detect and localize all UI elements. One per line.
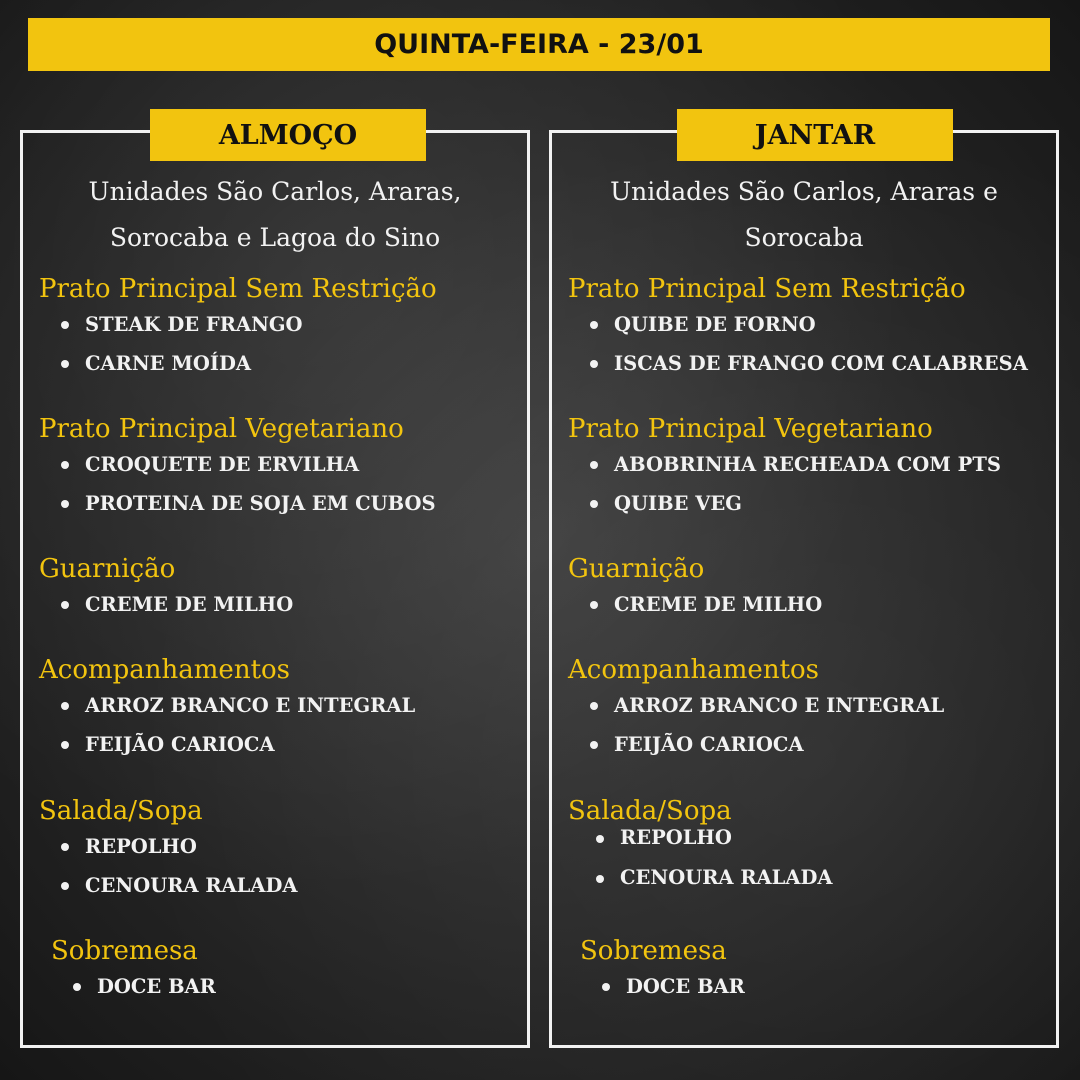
menu-item: CROQUETE DE ERVILHA (39, 445, 523, 484)
dinner-section-dessert (580, 935, 1052, 1006)
menu-item: ISCAS DE FRANGO COM CALABRESA (568, 344, 1052, 383)
dinner-section-sides (568, 654, 1052, 764)
section-title: Prato Principal Vegetariano (568, 414, 933, 444)
dinner-section-garnish (568, 553, 1052, 624)
lunch-units-line-2: Sorocaba e Lagoa do Sino (109, 223, 441, 252)
section-title: Prato Principal Sem Restrição (568, 274, 966, 304)
dinner-panel (549, 119, 1059, 1048)
section-title: Acompanhamentos (39, 655, 291, 685)
day-title: QUINTA-FEIRA - 23/01 (374, 29, 704, 60)
menu-item: CENOURA RALADA (39, 866, 523, 905)
menu-item: FEIJÃO CARIOCA (39, 725, 523, 764)
dinner-section-veg (568, 413, 1052, 523)
lunch-label: ALMOÇO (150, 109, 426, 161)
lunch-section-veg (39, 413, 523, 523)
menu-item: ARROZ BRANCO E INTEGRAL (568, 686, 1052, 725)
lunch-panel (20, 119, 530, 1048)
menu-item: ABOBRINHA RECHEADA COM PTS (568, 445, 1052, 484)
lunch-section-garnish (39, 553, 523, 624)
menu-item: CREME DE MILHO (568, 585, 1052, 624)
menu-item: CENOURA RALADA (574, 859, 1052, 897)
dinner-section-main (568, 273, 1052, 383)
dinner-units-line-1: Unidades São Carlos, Araras e (610, 177, 998, 206)
lunch-units (33, 169, 517, 261)
lunch-units-line-1: Unidades São Carlos, Araras, (88, 177, 462, 206)
lunch-section-main (39, 273, 523, 383)
lunch-section-sides (39, 654, 523, 764)
menu-item: FEIJÃO CARIOCA (568, 725, 1052, 764)
menu-item: QUIBE DE FORNO (568, 305, 1052, 344)
menu-item: QUIBE VEG (568, 484, 1052, 523)
menu-item: ARROZ BRANCO E INTEGRAL (39, 686, 523, 725)
menu-item: STEAK DE FRANGO (39, 305, 523, 344)
menu-item: CARNE MOÍDA (39, 344, 523, 383)
section-title: Salada/Sopa (568, 796, 732, 826)
dinner-label: JANTAR (677, 109, 953, 161)
dinner-units-line-2: Sorocaba (744, 223, 864, 252)
menu-item: REPOLHO (574, 819, 1052, 857)
section-title: Prato Principal Sem Restrição (39, 274, 437, 304)
section-title: Guarnição (39, 554, 176, 584)
section-title: Prato Principal Vegetariano (39, 414, 404, 444)
day-title-banner (28, 18, 1050, 71)
dinner-units (562, 169, 1046, 261)
menu-item: REPOLHO (39, 827, 523, 866)
menu-item: DOCE BAR (51, 967, 523, 1006)
menu-item: DOCE BAR (580, 967, 1052, 1006)
section-title: Guarnição (568, 554, 705, 584)
section-title: Sobremesa (51, 936, 198, 966)
dinner-section-salad (568, 795, 1052, 897)
lunch-section-dessert (51, 935, 523, 1006)
menu-item: PROTEINA DE SOJA EM CUBOS (39, 484, 523, 523)
section-title: Sobremesa (580, 936, 727, 966)
section-title: Acompanhamentos (568, 655, 820, 685)
lunch-section-salad (39, 795, 523, 905)
menu-item: CREME DE MILHO (39, 585, 523, 624)
section-title: Salada/Sopa (39, 796, 203, 826)
